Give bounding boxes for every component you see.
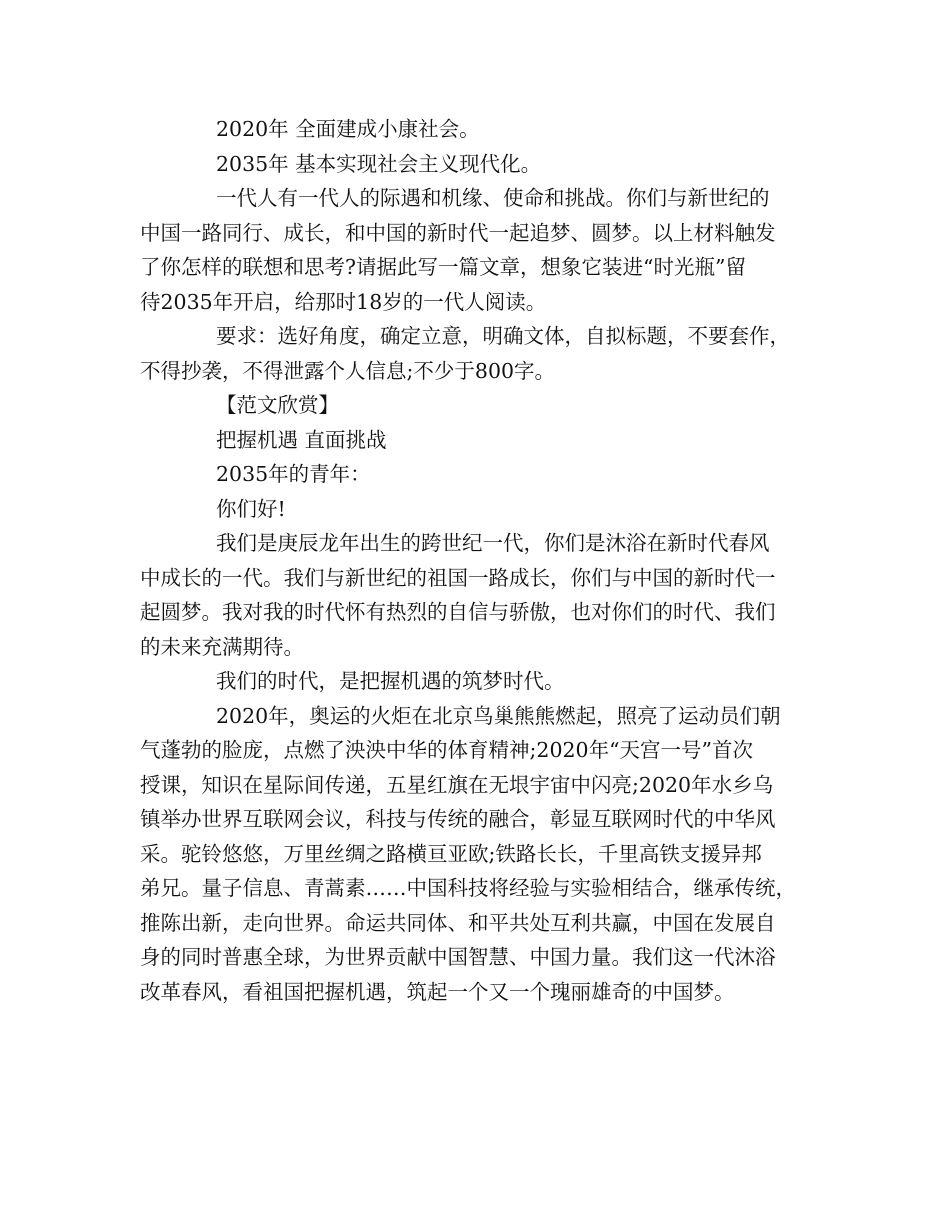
text-line: 2035年 基本实现社会主义现代化。 — [216, 151, 542, 176]
text-line: 的未来充满期待。 — [140, 634, 304, 659]
text-line: 起圆梦。我对我的时代怀有热烈的自信与骄傲，也对你们的时代、我们 — [140, 600, 776, 624]
text-line: 气蓬勃的脸庞，点燃了泱泱中华的体育精神;2020年“天宫一号”首次 — [140, 738, 754, 762]
text-line: 身的同时普惠全球，为世界贡献中国智慧、中国力量。我们这一代沐浴 — [140, 945, 776, 969]
text-line: 我们的时代，是把握机遇的筑梦时代。 — [216, 669, 565, 693]
text-line: 待2035年开启，给那时18岁的一代人阅读。 — [140, 289, 547, 314]
salutation: 2035年的青年： — [216, 462, 371, 486]
text-line: 了你怎样的联想和思考?请据此写一篇文章，想象它装进“时光瓶”留 — [140, 255, 746, 279]
text-line: 中国一路同行、成长，和中国的新时代一起追梦、圆梦。以上材料触发 — [140, 220, 776, 245]
text-line: 推陈出新，走向世界。命运共同体、和平共处互利共赢，中国在发展自 — [140, 910, 776, 935]
text-line: 一代人有一代人的际遇和机缘、使命和挑战。你们与新世纪的 — [216, 186, 770, 210]
text-line: 2020年 全面建成小康社会。 — [216, 117, 480, 141]
section-heading: 【范文欣赏】 — [216, 393, 339, 417]
text-line: 2020年，奥运的火炬在北京鸟巢熊熊燃起，照亮了运动员们朝 — [216, 703, 781, 728]
text-line: 采。驼铃悠悠，万里丝绸之路横亘亚欧;铁路长长，千里高铁支援异邦 — [140, 841, 762, 866]
essay-title: 把握机遇 直面挑战 — [216, 427, 387, 452]
greeting: 你们好! — [216, 496, 286, 521]
text-line: 不得抄袭，不得泄露个人信息;不少于800字。 — [140, 358, 556, 383]
text-line: 中成长的一代。我们与新世纪的祖国一路成长，你们与中国的新时代一 — [140, 565, 776, 590]
document-body — [140, 112, 822, 1009]
text-line: 授课，知识在星际间传递，五星红旗在无垠宇宙中闪亮;2020年水乡乌 — [140, 772, 774, 797]
text-line: 弟兄。量子信息、青蒿素……中国科技将经验与实验相结合，继承传统， — [140, 876, 796, 900]
text-line: 我们是庚辰龙年出生的跨世纪一代，你们是沐浴在新时代春风 — [216, 531, 770, 555]
text-line: 要求：选好角度，确定立意，明确文体，自拟标题，不要套作， — [216, 324, 790, 348]
text-line: 改革春风，看祖国把握机遇，筑起一个又一个瑰丽雄奇的中国梦。 — [140, 979, 735, 1004]
text-line: 镇举办世界互联网会议，科技与传统的融合，彰显互联网时代的中华风 — [140, 807, 776, 831]
